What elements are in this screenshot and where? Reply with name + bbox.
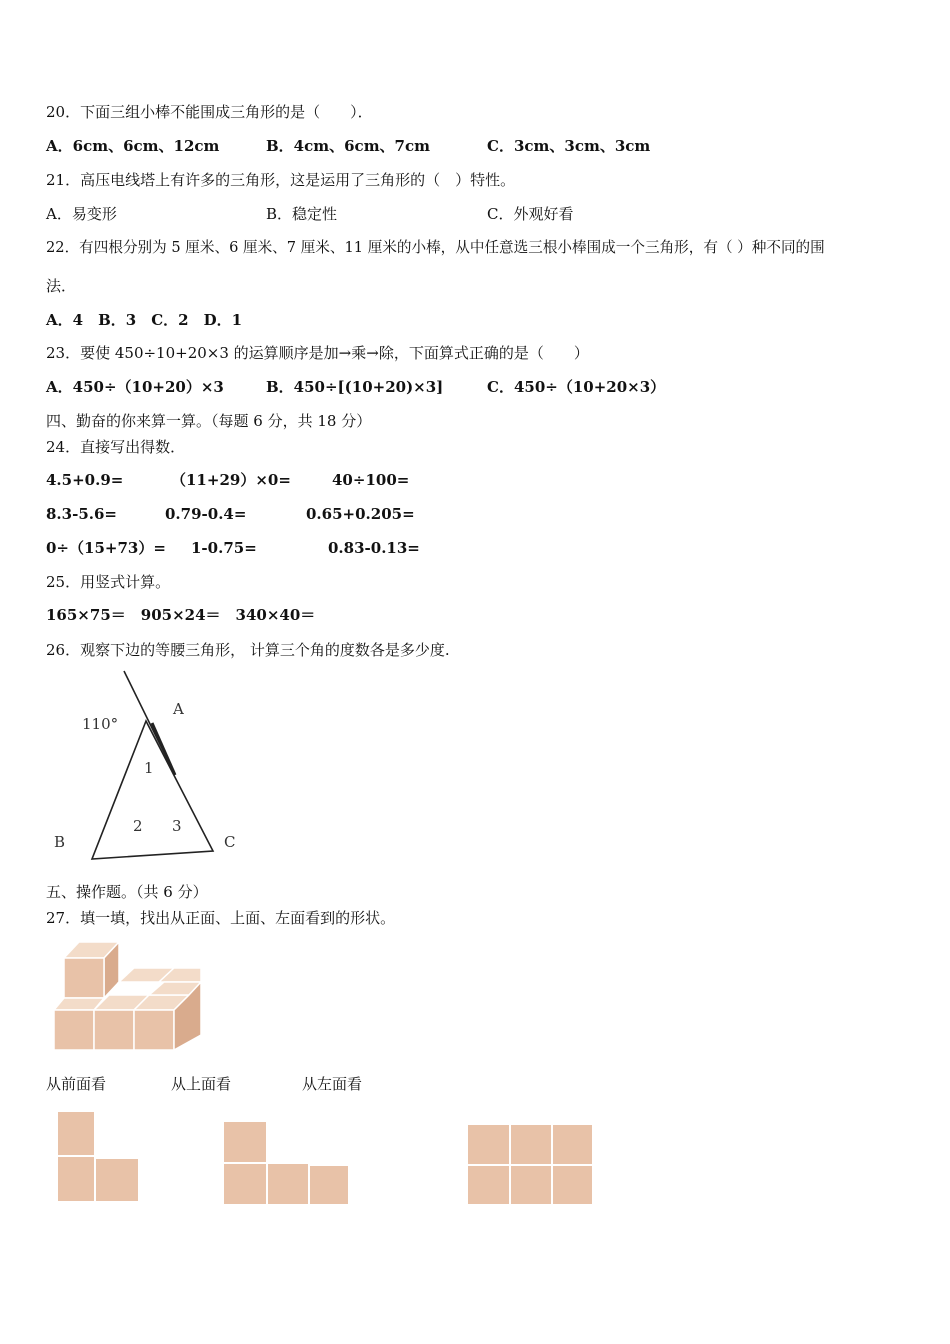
q23-option-c: C．450÷（10+20×3）	[487, 378, 666, 396]
q24-r1-c1: 4.5+0.9=	[46, 471, 124, 489]
q20-stem: 20．下面三组小棒不能围成三角形的是（ ）．	[46, 103, 373, 121]
view-square	[510, 1165, 552, 1205]
view-square	[267, 1163, 309, 1205]
q22-stem-line1: 22．有四根分别为 5 厘米、6 厘米、7 厘米、11 厘米的小棒，从中任意选三根小棒围成一个三角形，有（ ）种不同的围	[46, 239, 825, 256]
q21-stem: 21．高压电线塔上有许多的三角形，这是运用了三角形的（ ）特性。	[46, 171, 516, 189]
q25-items: 165×75＝ 905×24＝ 340×40＝	[46, 606, 316, 624]
q24-r2-c3: 0.65+0.205=	[306, 505, 415, 523]
view-square	[57, 1111, 95, 1156]
q23-option-b: B．450÷[(10+20)×3]	[266, 378, 444, 396]
q20-option-b: B．4cm、6cm、7cm	[266, 137, 431, 155]
q23-stem: 23．要使 450÷10+20×3 的运算顺序是加→乘→除，下面算式正确的是（ ）	[46, 344, 589, 362]
cube-stack-figure	[46, 940, 206, 1055]
isosceles-triangle-figure	[40, 665, 270, 870]
view-square	[552, 1124, 593, 1165]
view-square	[95, 1158, 139, 1202]
view-square	[510, 1124, 552, 1165]
section-5-heading: 五、操作题。（共 6 分）	[46, 883, 208, 901]
q24-r3-c1: 0÷（15+73）=	[46, 539, 166, 557]
front-view-figure	[56, 1110, 146, 1205]
angle-2-label: 2	[133, 817, 143, 835]
view-label-left: 从左面看	[302, 1075, 363, 1093]
view-square	[223, 1121, 267, 1163]
angle-110-label: 110°	[82, 715, 119, 733]
extension-line-thick	[152, 723, 175, 775]
q20-option-c: C．3cm、3cm、3cm	[487, 137, 651, 155]
view-label-top: 从上面看	[171, 1075, 232, 1093]
view-label-front: 从前面看	[46, 1075, 107, 1093]
q21-option-a: A．易变形	[46, 205, 117, 223]
view-square	[552, 1165, 593, 1205]
q22-stem-line2: 法．	[46, 277, 77, 295]
q24-r2-c1: 8.3-5.6=	[46, 505, 117, 523]
q26-stem: 26．观察下边的等腰三角形， 计算三个角的度数各是多少度.	[46, 641, 450, 659]
triangle	[92, 721, 213, 859]
q22-options: A．4 B．3 C．2 D．1	[46, 311, 243, 329]
section-4-heading: 四、勤奋的你来算一算。（每题 6 分，共 18 分）	[46, 412, 372, 430]
cube-front-face	[134, 1010, 174, 1050]
angle-1-label: 1	[144, 759, 154, 777]
cube-front-face	[94, 1010, 134, 1050]
q24-r3-c2: 1-0.75=	[191, 539, 257, 557]
vertex-b-label: B	[54, 833, 66, 851]
q24-r3-c3: 0.83-0.13=	[328, 539, 420, 557]
vertex-c-label: C	[224, 833, 236, 851]
q23-option-a: A．450÷（10+20）×3	[46, 378, 224, 396]
angle-3-label: 3	[172, 817, 182, 835]
view-square	[57, 1156, 95, 1202]
cube-front-face	[64, 958, 104, 998]
view-square	[467, 1165, 510, 1205]
q21-option-c: C．外观好看	[487, 205, 574, 223]
view-square	[309, 1165, 349, 1205]
q25-stem: 25．用竖式计算。	[46, 573, 171, 591]
q21-option-b: B．稳定性	[266, 205, 338, 223]
view-square	[223, 1163, 267, 1205]
q24-r2-c2: 0.79-0.4=	[165, 505, 247, 523]
q27-stem: 27．填一填，找出从正面、上面、左面看到的形状。	[46, 909, 396, 927]
top-view-figure	[222, 1120, 352, 1208]
left-view-figure	[466, 1123, 596, 1208]
q24-stem: 24．直接写出得数．	[46, 438, 186, 456]
vertex-a-label: A	[173, 700, 184, 718]
view-square	[467, 1124, 510, 1165]
q24-r1-c3: 40÷100=	[332, 471, 410, 489]
q20-option-a: A．6cm、6cm、12cm	[46, 137, 220, 155]
cube-front-face	[54, 1010, 94, 1050]
q24-r1-c2: （11+29）×0=	[171, 471, 291, 489]
